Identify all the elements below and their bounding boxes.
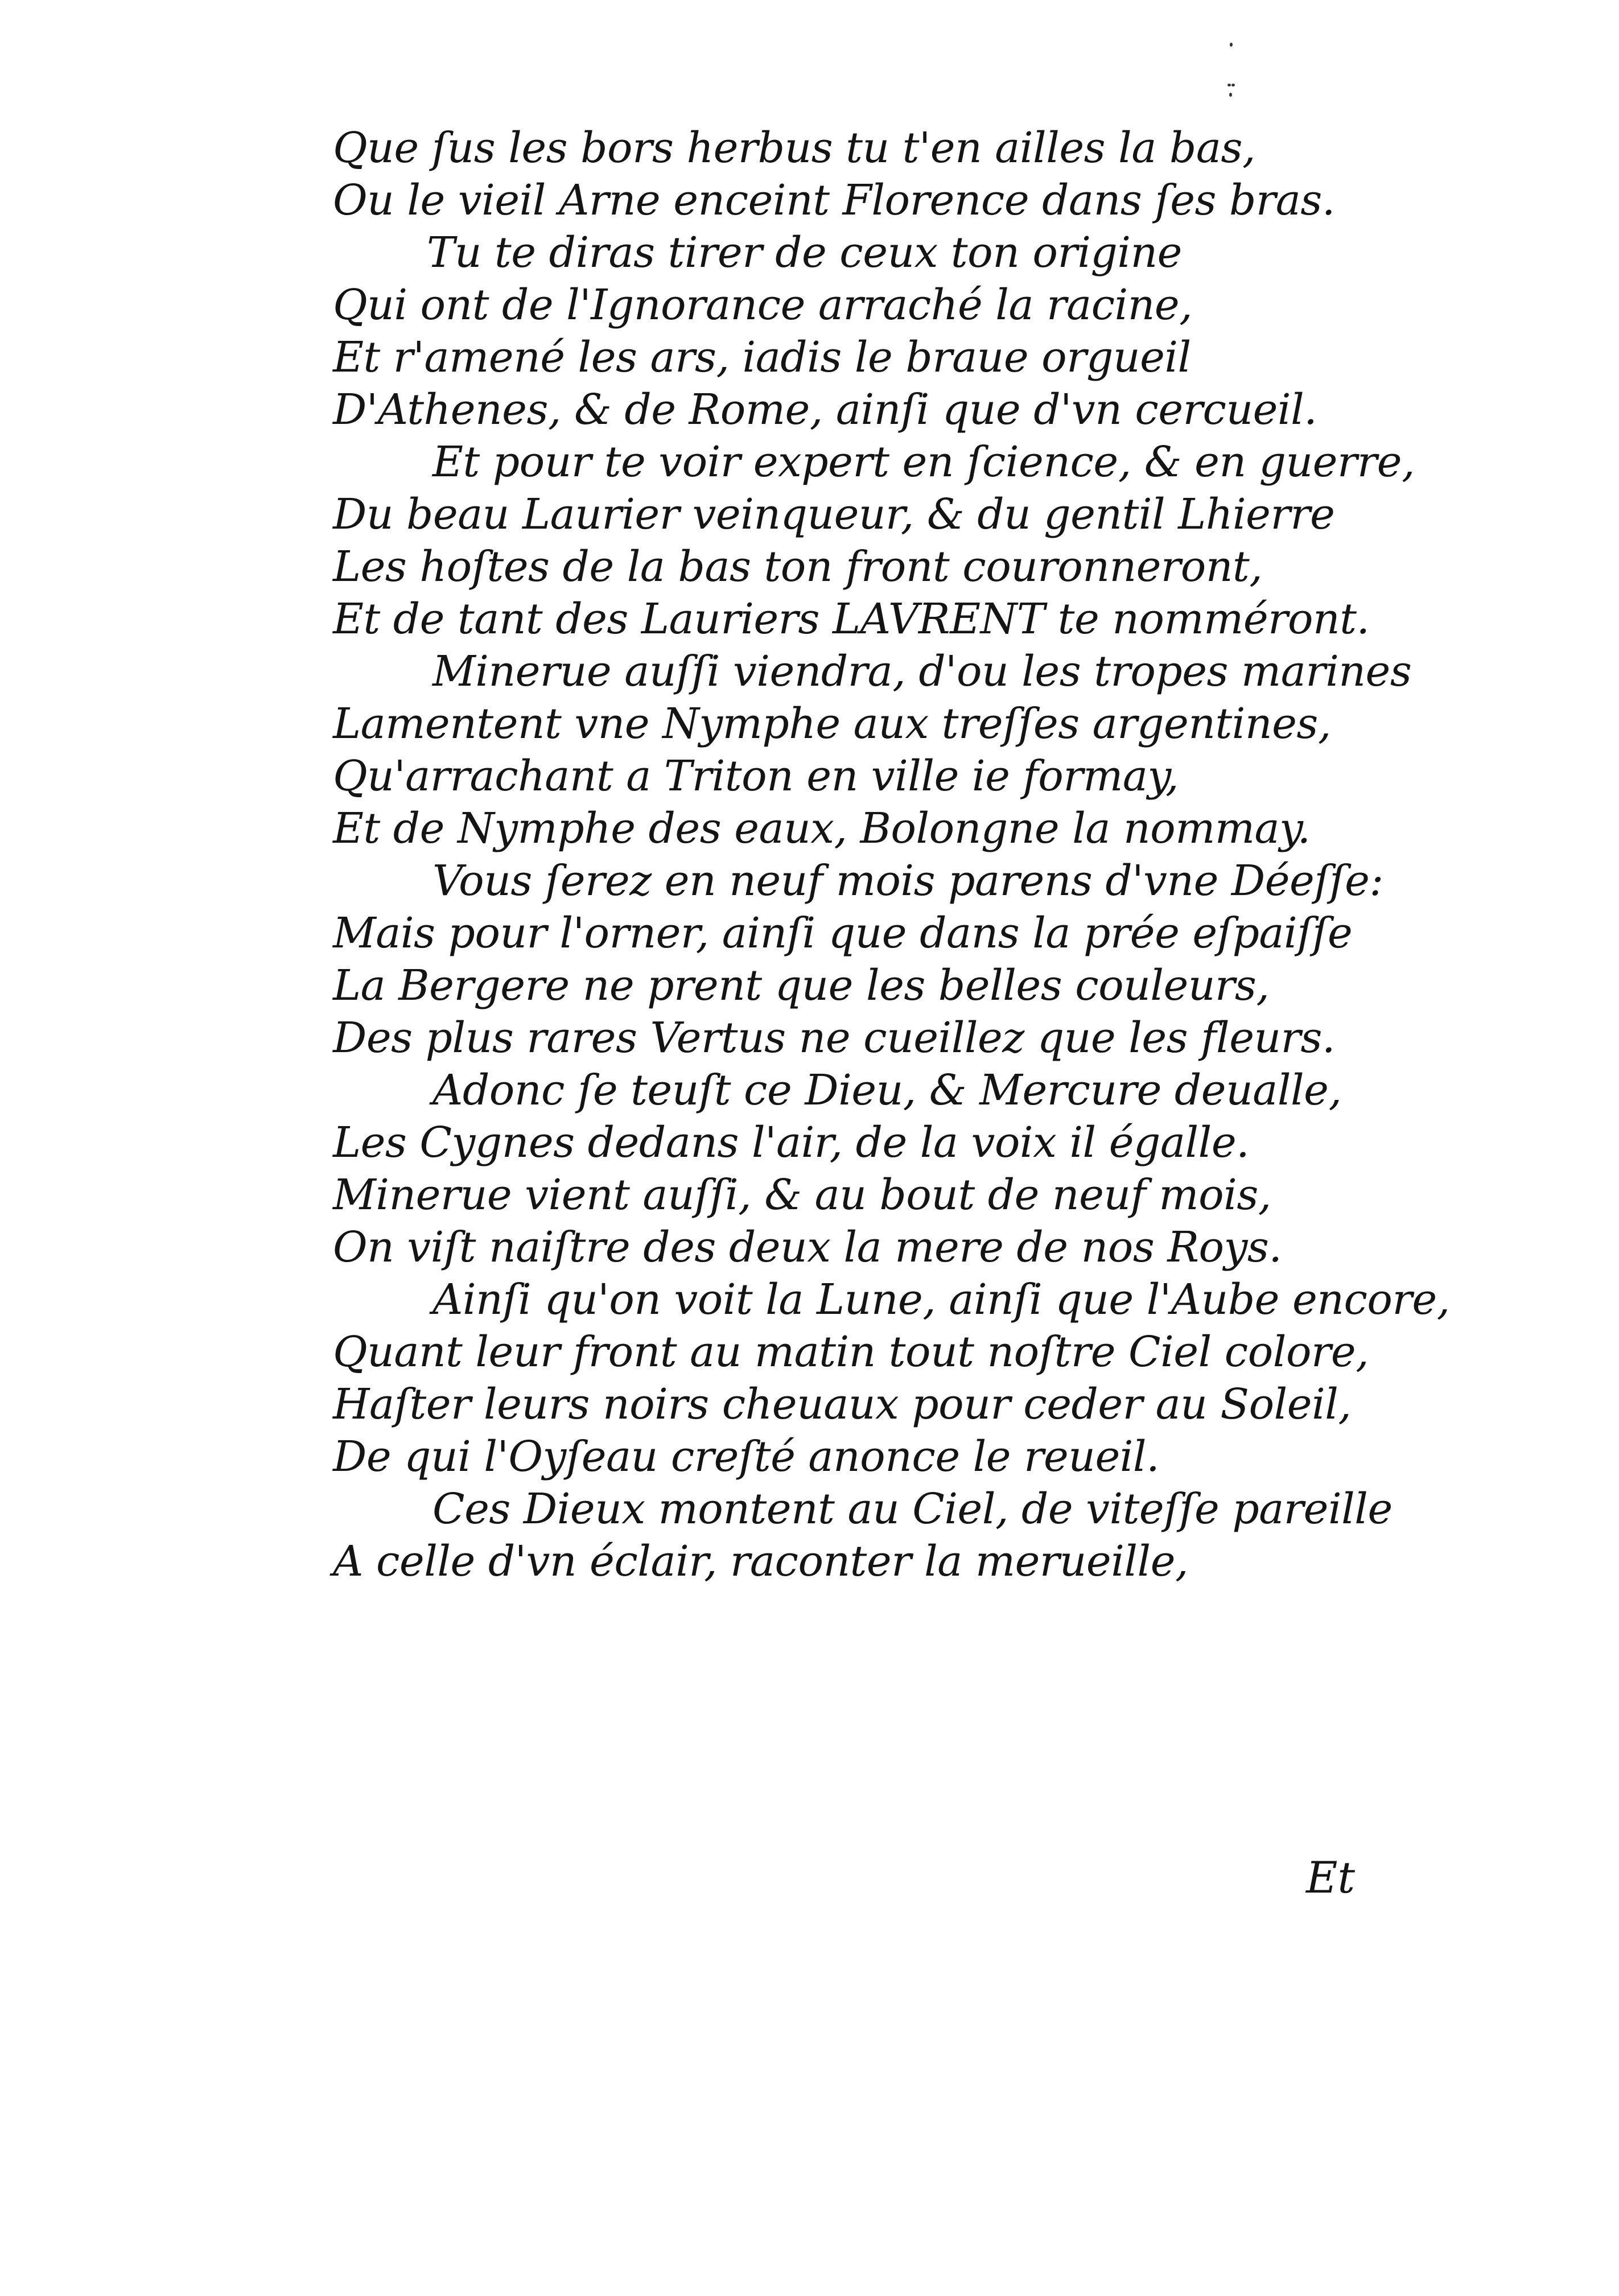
verse-line: Vous ſerez en neuf mois parens d'vne Déeſſe: (432, 856, 1383, 905)
verse-line: Adonc ſe teuſt ce Dieu, & Mercure deualle, (432, 1066, 1342, 1115)
verse-line: De qui l'Oyſeau creſté anonce le reueil. (333, 1432, 1160, 1481)
verse-line: Qu'arrachant a Triton en ville ie formay, (333, 752, 1179, 801)
verse-line: Lamentent vne Nymphe aux treſſes argentines, (333, 699, 1331, 748)
verse-line: Les Cygnes dedans l'air, de la voix il égalle. (333, 1118, 1250, 1167)
verse-line: Ou le vieil Arne enceint Florence dans ſes bras. (333, 176, 1335, 225)
verse-line: Des plus rares Vertus ne cueillez que les fleurs. (333, 1013, 1336, 1062)
verse-line: Minerue vient auſſi, & au bout de neuf mois, (333, 1170, 1271, 1219)
catchword: Et (1306, 1852, 1356, 1903)
verse-line: Haſter leurs noirs cheuaux pour ceder au Soleil, (333, 1380, 1352, 1429)
verse-line: Ainſi qu'on voit la Lune, ainſi que l'Aube encore, (432, 1275, 1450, 1324)
verse-line: Et de Nymphe des eaux, Bolongne la nommay. (333, 804, 1311, 853)
ink-speck (1229, 93, 1232, 97)
verse-line: Du beau Laurier veinqueur, & du gentil Lhierre (333, 490, 1335, 539)
verse-line: Ces Dieux montent au Ciel, de viteſſe pareille (432, 1485, 1393, 1534)
verse-line: Tu te diras tirer de ceux ton origine (427, 228, 1182, 277)
verse-line: Et de tant des Lauriers LAVRENT te nomméront. (333, 595, 1370, 644)
ink-speck (1231, 84, 1235, 86)
verse-line: Quant leur front au matin tout noſtre Ciel colore, (333, 1328, 1369, 1376)
ink-speck (1227, 84, 1231, 86)
verse-line: La Bergere ne prent que les belles couleurs, (333, 961, 1270, 1010)
verse-line: Qui ont de l'Ignorance arraché la racine, (333, 281, 1193, 329)
verse-line: D'Athenes, & de Rome, ainſi que d'vn cercueil. (333, 385, 1317, 434)
verse-line: Et pour te voir expert en ſcience, & en guerre, (432, 438, 1415, 487)
margin-specks (1226, 43, 1238, 105)
ink-speck (1230, 43, 1233, 47)
verse-line: Minerue auſſi viendra, d'ou les tropes marines (432, 647, 1412, 696)
verse-line: Les hoſtes de la bas ton front couronneront, (333, 542, 1263, 591)
verse-line: Mais pour l'orner, ainſi que dans la prée eſpaiſſe (333, 909, 1353, 958)
verse-line: On viſt naiſtre des deux la mere de nos Roys. (333, 1223, 1282, 1272)
verse-line: Et r'amené les ars, iadis le braue orgueil (333, 333, 1191, 382)
verse-line: Que ſus les bors herbus tu t'en ailles la bas, (333, 123, 1255, 172)
verse-line: A celle d'vn éclair, raconter la merueille, (333, 1537, 1189, 1586)
